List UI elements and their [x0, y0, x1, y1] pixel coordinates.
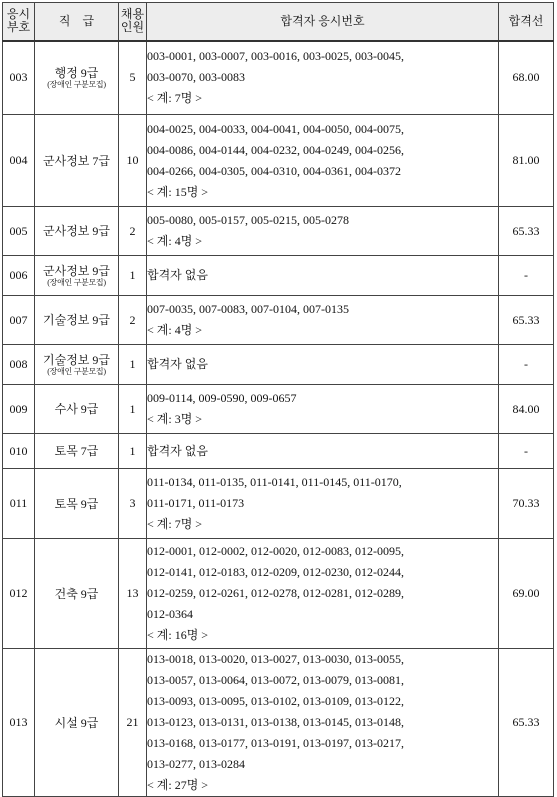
row-cutoff: -	[499, 434, 554, 469]
row-cutoff: 65.33	[499, 207, 554, 256]
row-code: 008	[3, 345, 35, 385]
row-numbers-list: 004-0025, 004-0033, 004-0041, 004-0050, 004-0075, 004-0086, 004-0144, 004-0232, 004-0249, 004-0256, 004-0266, 004-0305, 004-0310, 004-0361, 004-0372	[147, 121, 404, 178]
table-row	[3, 434, 554, 469]
table-row	[3, 649, 554, 797]
row-code: 003	[3, 41, 35, 115]
row-grade-sub: (장애인 구분모집)	[47, 278, 106, 287]
row-numbers-list: 012-0001, 012-0002, 012-0020, 012-0083, 012-0095, 012-0141, 012-0183, 012-0209, 012-0230, 012-0244, 012-0259, 012-0261, 012-0278, 012-0281, 012-0289, 012-0364	[147, 544, 404, 621]
header-row	[3, 3, 554, 41]
row-numbers	[147, 385, 499, 434]
row-cutoff: 65.33	[499, 649, 554, 797]
row-numbers	[147, 296, 499, 345]
row-grade	[35, 649, 119, 797]
header-numbers: 합격자 응시번호	[147, 3, 499, 41]
row-total: < 계: 16명 >	[147, 628, 209, 642]
row-total: < 계: 27명 >	[147, 778, 209, 792]
row-grade-label: 군사정보 7급	[43, 153, 110, 168]
row-code: 007	[3, 296, 35, 345]
table-row	[3, 256, 554, 296]
row-total: < 계: 3명 >	[147, 412, 203, 426]
table-row	[3, 539, 554, 649]
row-cutoff: 68.00	[499, 41, 554, 115]
table-row	[3, 115, 554, 207]
row-numbers-list: 011-0134, 011-0135, 011-0141, 011-0145, 011-0170, 011-0171, 011-0173	[147, 475, 402, 510]
row-numbers	[147, 345, 499, 385]
row-code: 010	[3, 434, 35, 469]
header-code-line2: 부호	[6, 20, 31, 35]
row-grade	[35, 345, 119, 385]
row-cutoff: 69.00	[499, 539, 554, 649]
header-hire	[119, 3, 147, 41]
row-code: 006	[3, 256, 35, 296]
table-row	[3, 41, 554, 115]
row-numbers	[147, 256, 499, 296]
row-grade-label: 토목 7급	[54, 444, 99, 458]
row-hire-count: 1	[119, 385, 147, 434]
table-body	[3, 41, 554, 797]
row-grade-label: 기술정보 9급	[43, 313, 110, 327]
row-numbers	[147, 649, 499, 797]
row-numbers-list: 합격자 없음	[147, 268, 208, 282]
header-hire-line1: 채용	[120, 7, 145, 22]
table-row	[3, 207, 554, 256]
row-total: < 계: 4명 >	[147, 234, 203, 248]
row-grade-label: 행정 9급	[54, 66, 99, 81]
row-cutoff: 84.00	[499, 385, 554, 434]
row-grade-label: 건축 9급	[54, 586, 99, 601]
row-numbers	[147, 434, 499, 469]
row-grade	[35, 469, 119, 539]
row-numbers	[147, 41, 499, 115]
row-hire-count: 1	[119, 434, 147, 469]
row-total: < 계: 7명 >	[147, 517, 203, 531]
header-code	[3, 3, 35, 41]
row-grade	[35, 296, 119, 345]
row-grade	[35, 41, 119, 115]
row-numbers-list: 합격자 없음	[147, 357, 208, 371]
row-total: < 계: 7명 >	[147, 91, 203, 106]
row-grade-label: 기술정보 9급	[43, 353, 110, 367]
row-cutoff: -	[499, 256, 554, 296]
row-numbers-list: 합격자 없음	[147, 443, 208, 458]
row-grade	[35, 207, 119, 256]
row-hire-count: 5	[119, 41, 147, 115]
row-code: 011	[3, 469, 35, 539]
row-hire-count: 13	[119, 539, 147, 649]
row-grade	[35, 385, 119, 434]
header-cutoff: 합격선	[499, 3, 554, 41]
row-numbers-list: 007-0035, 007-0083, 007-0104, 007-0135	[147, 302, 349, 316]
header-hire-line2: 인원	[120, 20, 145, 35]
row-total: < 계: 15명 >	[147, 184, 209, 199]
row-hire-count: 21	[119, 649, 147, 797]
row-hire-count: 3	[119, 469, 147, 539]
row-cutoff: 81.00	[499, 115, 554, 207]
header-grade: 직 급	[35, 3, 119, 41]
row-hire-count: 2	[119, 296, 147, 345]
row-grade	[35, 539, 119, 649]
table-row	[3, 469, 554, 539]
row-hire-count: 10	[119, 115, 147, 207]
row-grade	[35, 115, 119, 207]
row-code: 009	[3, 385, 35, 434]
results-table	[2, 2, 554, 797]
header-code-line1: 응시	[6, 7, 31, 22]
row-grade-label: 수사 9급	[54, 402, 99, 416]
table-row	[3, 296, 554, 345]
row-hire-count: 2	[119, 207, 147, 256]
row-grade-label: 군사정보 9급	[43, 224, 110, 238]
row-cutoff: 65.33	[499, 296, 554, 345]
row-grade	[35, 434, 119, 469]
row-code: 013	[3, 649, 35, 797]
row-cutoff: -	[499, 345, 554, 385]
row-numbers-list: 013-0018, 013-0020, 013-0027, 013-0030, 013-0055, 013-0057, 013-0064, 013-0072, 013-0079, 013-0081, 013-0093, 013-0095, 013-0102, 013-0109, 013-0122, 013-0123, 013-0131, 013-0138, 013-0145, 013-0148, 013-0168, 013-0177, 013-0191, 013-0197, 013-0217, 013-0277, 013-0284	[147, 652, 404, 771]
table-row	[3, 385, 554, 434]
row-hire-count: 1	[119, 345, 147, 385]
row-code: 012	[3, 539, 35, 649]
row-numbers	[147, 539, 499, 649]
row-grade-label: 토목 9급	[54, 496, 99, 511]
table-row	[3, 345, 554, 385]
row-cutoff: 70.33	[499, 469, 554, 539]
row-hire-count: 1	[119, 256, 147, 296]
row-grade-label: 시설 9급	[54, 715, 99, 730]
row-total: < 계: 4명 >	[147, 323, 203, 337]
row-numbers-list: 009-0114, 009-0590, 009-0657	[147, 391, 297, 405]
row-numbers-list: 003-0001, 003-0007, 003-0016, 003-0025, 003-0045, 003-0070, 003-0083	[147, 49, 404, 85]
row-grade-sub: (장애인 구분모집)	[47, 80, 106, 90]
row-code: 005	[3, 207, 35, 256]
row-numbers	[147, 115, 499, 207]
row-numbers-list: 005-0080, 005-0157, 005-0215, 005-0278	[147, 213, 349, 227]
row-numbers	[147, 469, 499, 539]
row-numbers	[147, 207, 499, 256]
row-grade	[35, 256, 119, 296]
row-code: 004	[3, 115, 35, 207]
row-grade-sub: (장애인 구분모집)	[47, 367, 106, 376]
row-grade-label: 군사정보 9급	[43, 264, 110, 278]
